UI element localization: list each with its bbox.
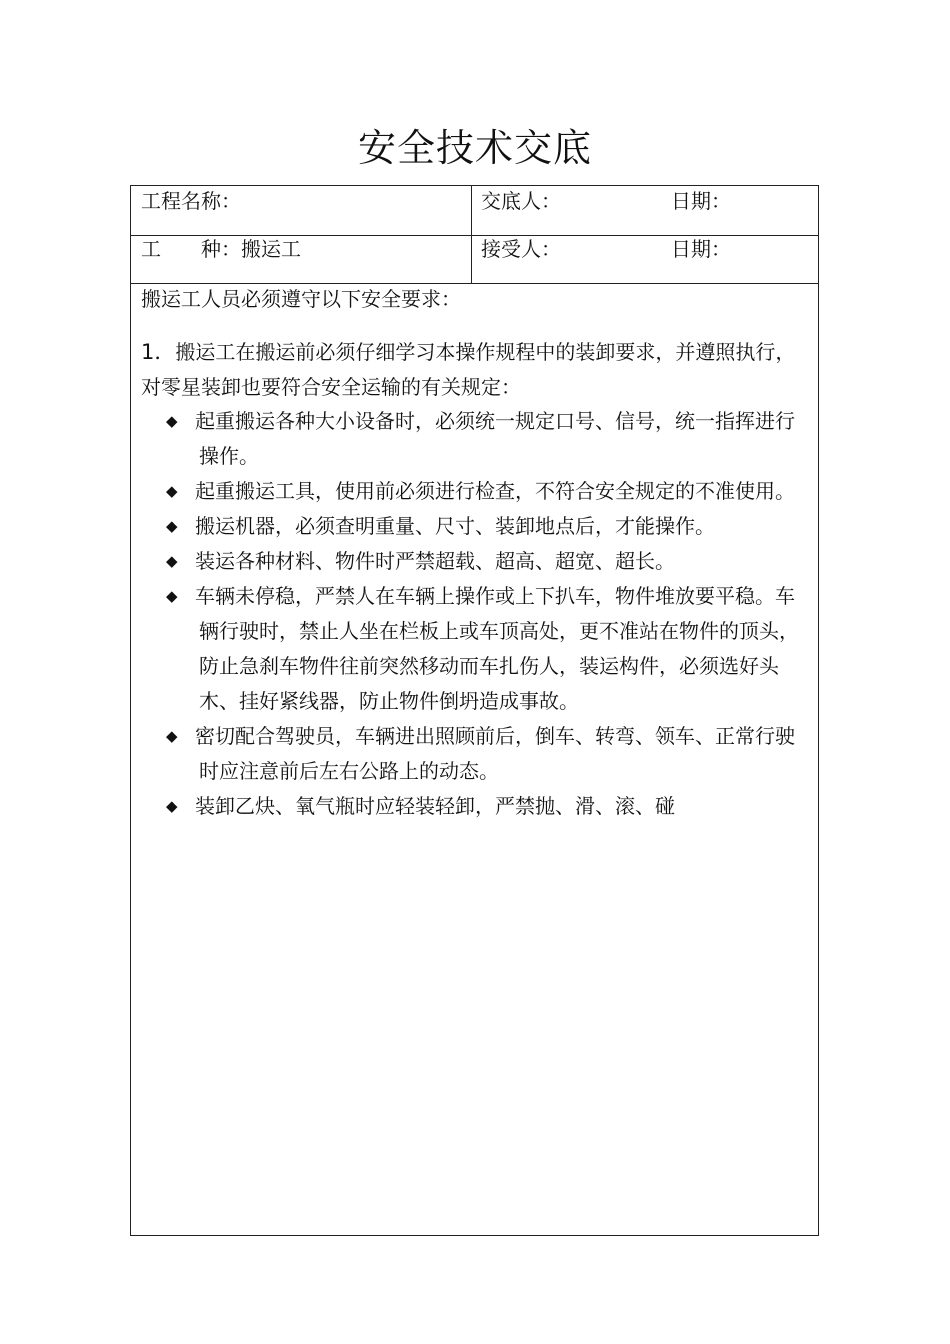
document-title: 安全技术交底 xyxy=(357,126,592,170)
work-type-label: 工 种：搬运工 xyxy=(141,237,301,261)
list-item-text: 装卸乙炔、氧气瓶时应轻装轻卸，严禁抛、滑、滚、碰 xyxy=(195,794,675,818)
list-item xyxy=(131,789,802,824)
diamond-bullet-icon: ◆ xyxy=(166,797,178,815)
discloser-label: 交底人： xyxy=(481,189,561,213)
list-item-text: 车辆未停稳，严禁人在车辆上操作或上下扒车，物件堆放要平稳。车辆行驶时，禁止人坐在栏板上或车顶高处，更不准站在物件的顶头，防止急刹车物件往前突然移动而车扎伤人，装运构件，必须选好头木、挂好紧线器，防止物件倒坍造成事故。 xyxy=(195,584,799,713)
diamond-bullet-icon: ◆ xyxy=(166,587,178,605)
diamond-bullet-icon: ◆ xyxy=(166,412,178,430)
list-item xyxy=(131,474,802,509)
list-item-text: 起重搬运各种大小设备时，必须统一规定口号、信号，统一指挥进行操作。 xyxy=(195,409,795,468)
list-item xyxy=(131,579,802,719)
list-item xyxy=(131,719,802,789)
header-row-2 xyxy=(131,235,818,284)
section-number: 1． xyxy=(141,340,176,364)
list-item-text: 装运各种材料、物件时严禁超载、超高、超宽、超长。 xyxy=(195,549,675,573)
list-item xyxy=(131,544,802,579)
section-1 xyxy=(141,335,806,405)
project-name-label: 工程名称： xyxy=(141,189,241,213)
receiver-label: 接受人： xyxy=(481,237,561,261)
section-text: 搬运工在搬运前必须仔细学习本操作规程中的装卸要求，并遵照执行，对零星装卸也要符合安全运输的有关规定： xyxy=(141,340,796,399)
intro-text: 搬运工人员必须遵守以下安全要求： xyxy=(141,287,461,311)
diamond-bullet-icon: ◆ xyxy=(166,552,178,570)
diamond-bullet-icon: ◆ xyxy=(166,517,178,535)
list-item xyxy=(131,509,802,544)
disclosure-form xyxy=(130,185,819,1236)
diamond-bullet-icon: ◆ xyxy=(166,727,178,745)
column-divider xyxy=(471,186,472,283)
list-item-text: 密切配合驾驶员，车辆进出照顾前后，倒车、转弯、领车、正常行驶时应注意前后左右公路上的动态。 xyxy=(195,724,795,783)
diamond-bullet-icon: ◆ xyxy=(166,482,178,500)
list-item-text: 搬运机器，必须查明重量、尺寸、装卸地点后，才能操作。 xyxy=(195,514,715,538)
date-label: 日期： xyxy=(671,237,731,261)
date-label: 日期： xyxy=(671,189,731,213)
list-item xyxy=(131,404,802,474)
header-row-1 xyxy=(131,186,818,236)
requirements-list xyxy=(131,404,818,824)
list-item-text: 起重搬运工具，使用前必须进行检查，不符合安全规定的不准使用。 xyxy=(195,479,795,503)
